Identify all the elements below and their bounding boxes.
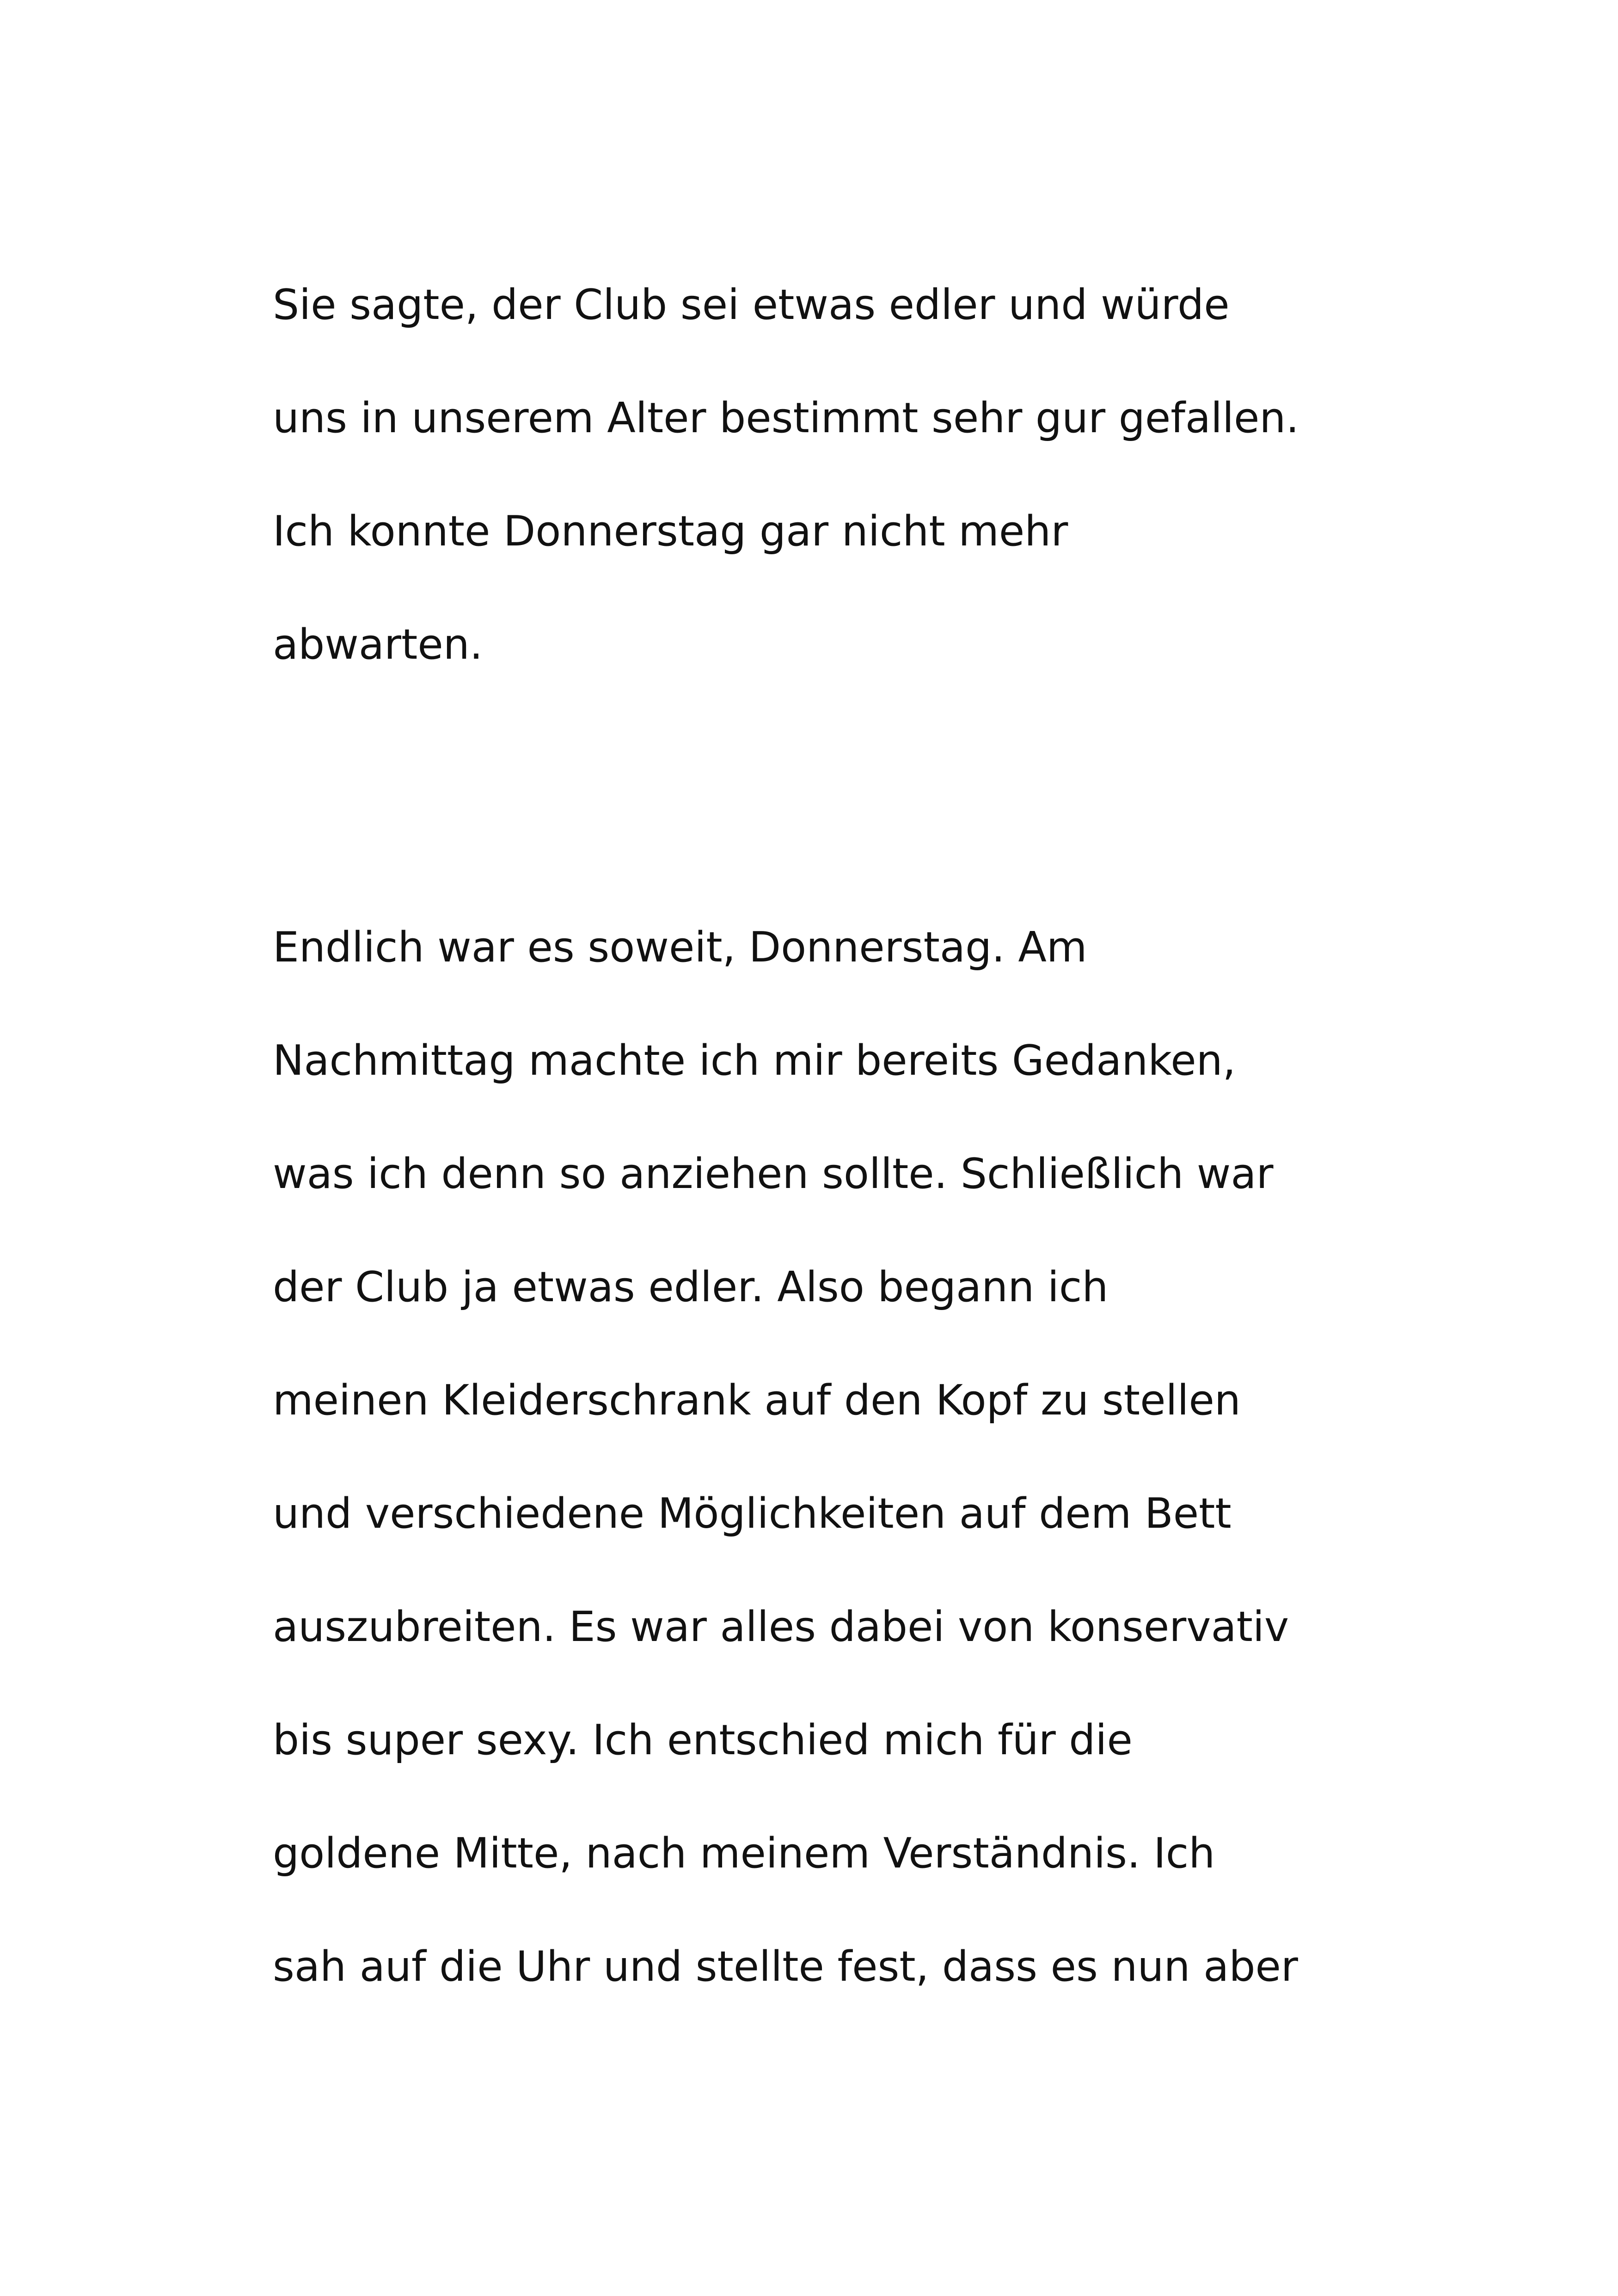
paragraph-2-line-5: meinen Kleiderschrank auf den Kopf zu stellen xyxy=(273,1376,1241,1425)
paragraph-2-line-3: was ich denn so anziehen sollte. Schließlich war xyxy=(273,1150,1274,1198)
paragraph-1-line-3: Ich konnte Donnerstag gar nicht mehr xyxy=(273,507,1068,556)
paragraph-1-line-1: Sie sagte, der Club sei etwas edler und würde xyxy=(273,281,1230,329)
paragraph-2-line-7: auszubreiten. Es war alles dabei von konservativ xyxy=(273,1603,1289,1651)
paragraph-2-line-1: Endlich war es soweit, Donnerstag. Am xyxy=(273,923,1087,972)
paragraph-1-line-2: uns in unserem Alter bestimmt sehr gur gefallen. xyxy=(273,394,1299,442)
paragraph-2-line-6: und verschiedene Möglichkeiten auf dem Bett xyxy=(273,1489,1232,1538)
paragraph-1-line-4: abwarten. xyxy=(273,620,483,669)
paragraph-2-line-4: der Club ja etwas edler. Also begann ich xyxy=(273,1263,1109,1311)
paragraph-2-line-9: goldene Mitte, nach meinem Verständnis. Ich xyxy=(273,1829,1215,1878)
paragraph-2-line-8: bis super sexy. Ich entschied mich für die xyxy=(273,1716,1133,1764)
paragraph-2-line-10: sah auf die Uhr und stellte fest, dass es nun aber xyxy=(273,1942,1298,1991)
paragraph-2-line-2: Nachmittag machte ich mir bereits Gedanken, xyxy=(273,1036,1236,1085)
